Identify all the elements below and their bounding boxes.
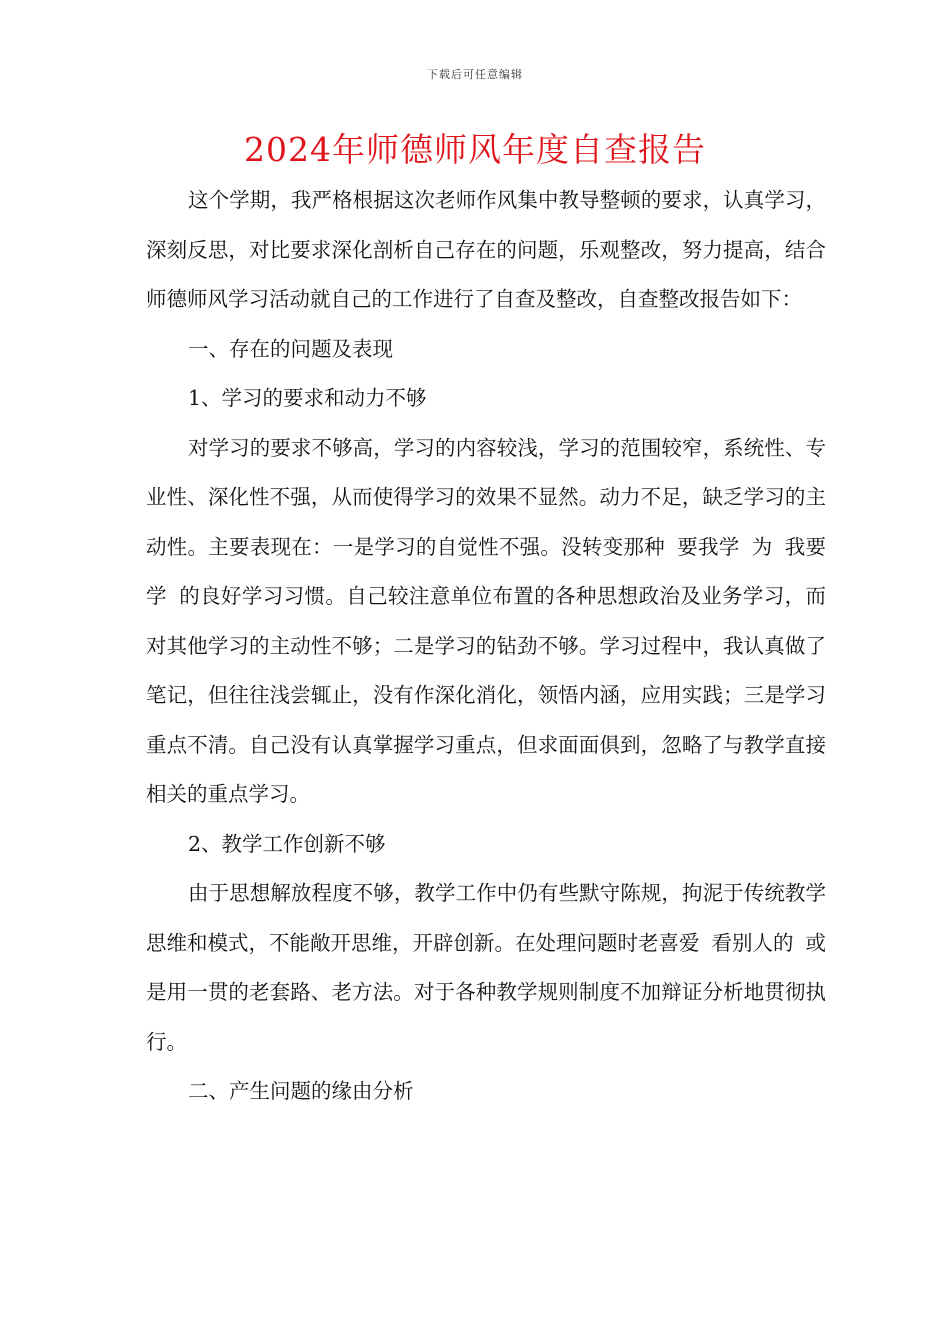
- section-heading-1: 一、存在的问题及表现: [188, 336, 393, 361]
- item2-paragraph: [146, 869, 826, 1067]
- item1-connector: 为: [751, 534, 773, 559]
- document-title: 2024年师德师风年度自查报告: [244, 130, 706, 169]
- item-heading-2: 2、教学工作创新不够: [188, 831, 386, 856]
- document-body: [146, 176, 826, 1117]
- item1-paragraph: [146, 424, 826, 820]
- header-note: 下载后可任意编辑: [427, 68, 523, 81]
- section-heading-2: 二、产生问题的缘由分析: [188, 1079, 414, 1103]
- item1-quote-2: 我要学: [146, 534, 827, 608]
- item-heading-1: 1、学习的要求和动力不够: [188, 386, 427, 410]
- item1-text-b: 的良好学习习惯。自己较注意单位布置的各种思想政治及业务学习，而对其他学习的主动性不够；二是学习的钻劲不够。学习过程中，我认真做了笔记，但往往浅尝辄止，没有作深化消化，领悟内涵，应用实践；三是学习重点不清。自己没有认真掌握学习重点，但求面面俱到，忽略了与教学直接相关的重点学习。: [146, 584, 826, 806]
- item2-quote: 看别人的: [711, 930, 794, 955]
- item2-text-b: 或是用一贯的老套路、老方法。对于各种教学规则制度不加辩证分析地贯彻执行。: [146, 930, 826, 1054]
- item1-text-a: 对学习的要求不够高，学习的内容较浅，学习的范围较窄，系统性、专业性、深化性不强，从而使得学习的效果不显然。动力不足，缺乏学习的主动性。主要表现在：一是学习的自觉性不强。没转变那种: [146, 435, 826, 559]
- item2-text-a: 由于思想解放程度不够，教学工作中仍有些默守陈规，拘泥于传统教学思维和模式，不能敞开思维，开辟创新。在处理问题时老喜爱: [146, 881, 826, 955]
- item1-quote-1: 要我学: [676, 534, 740, 559]
- intro-paragraph: 这个学期，我严格根据这次老师作风集中教导整顿的要求，认真学习，深刻反思，对比要求深化剖析自己存在的问题，乐观整改，努力提高，结合师德师风学习活动就自己的工作进行了自查及整改，自查整改报告如下：: [146, 188, 826, 311]
